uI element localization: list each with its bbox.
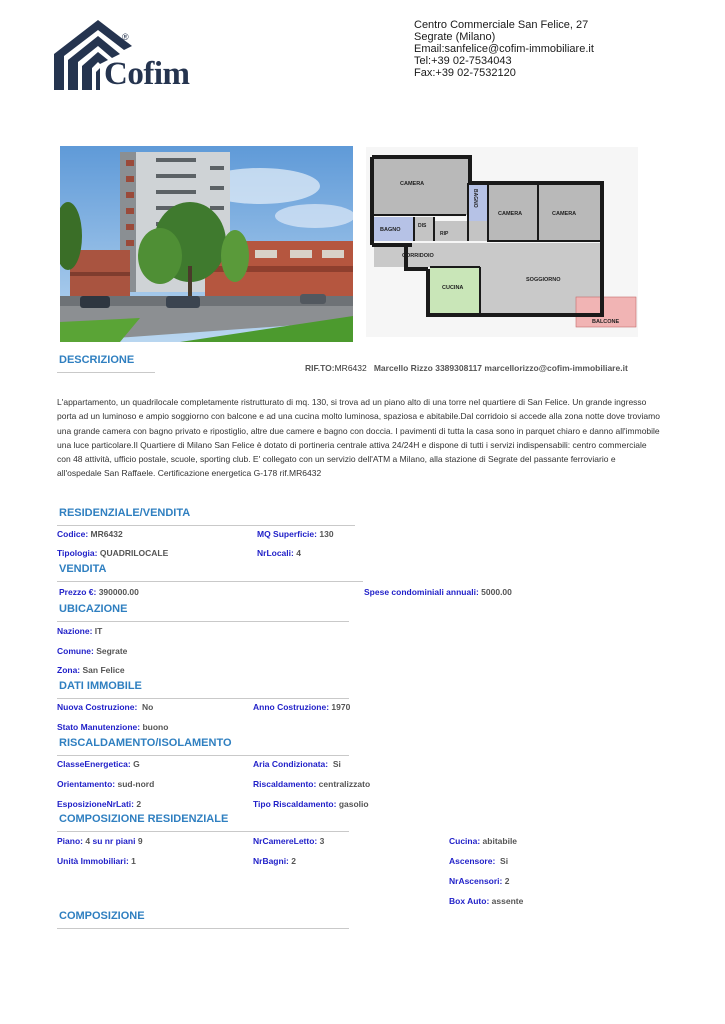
rule-vendita [57,581,363,582]
field-nazione: Nazione: IT [57,626,103,636]
field-nrlocali: NrLocali: 4 [257,548,301,558]
field-prezzo: Prezzo €: 390000.00 [59,587,139,597]
field-unita-immobiliari: Unità Immobiliari: 1 [57,856,136,866]
field-nuova-costruzione: Nuova Costruzione: No [57,702,154,712]
plan-room-soggiorno: SOGGIORNO [526,277,561,283]
agency-email[interactable]: Email:sanfelice@cofim-immobiliare.it [414,43,594,55]
plan-room-camera-1: CAMERA [400,181,425,187]
field-esposizione: EsposizioneNrLati: 2 [57,799,142,809]
section-vendita: VENDITA [59,563,107,575]
section-composizione-residenziale: COMPOSIZIONE RESIDENZIALE [59,813,229,825]
field-comune: Comune: Segrate [57,646,128,656]
field-riscaldamento: Riscaldamento: centralizzato [253,779,371,789]
rule-riscaldamento [57,755,349,756]
field-tipologia: Tipologia: QUADRILOCALE [57,548,169,558]
building-photo [60,146,353,342]
cofim-logo [54,20,194,94]
agency-address: Centro Commerciale San Felice, 27 [414,19,589,31]
agency-phone[interactable]: Tel:+39 02-7534043 [414,55,512,67]
section-dati-immobile: DATI IMMOBILE [59,680,142,692]
plan-room-camera-3: CAMERA [552,211,577,217]
plan-room-bagno-2: BAGNO [380,227,401,233]
plan-room-corridoio: CORRIDOIO [402,253,434,259]
plan-room-rip: RIP [440,231,449,237]
rule-composizione-res [57,831,349,832]
rule-composizione [57,928,349,929]
field-aria-condizionata: Aria Condizionata: Si [253,759,341,769]
registered-mark: ® [122,32,129,42]
plan-room-camera-2: CAMERA [498,211,523,217]
field-classe-energetica: ClasseEnergetica: G [57,759,140,769]
plan-room-cucina: CUCINA [442,285,464,291]
ref-label: RIF.TO: [305,363,335,373]
section-composizione: COMPOSIZIONE [59,910,145,922]
rule-residenziale [57,525,355,526]
agency-fax: Fax:+39 02-7532120 [414,67,516,79]
field-piano: Piano: 4 su nr piani 9 [57,836,143,846]
field-cucina: Cucina: abitabile [449,836,518,846]
field-anno-costruzione: Anno Costruzione: 1970 [253,702,351,712]
field-spese: Spese condominiali annuali: 5000.00 [364,587,512,597]
descrizione-title: DESCRIZIONE [59,354,135,366]
field-nr-bagni: NrBagni: 2 [253,856,296,866]
section-riscaldamento: RISCALDAMENTO/ISOLAMENTO [59,737,232,749]
field-box-auto: Box Auto: assente [449,896,524,906]
field-nr-camere-letto: NrCamereLetto: 3 [253,836,325,846]
descrizione-rule [57,372,155,373]
field-codice: Codice: MR6432 [57,529,123,539]
plan-room-dis: DIS [418,223,427,229]
agency-city: Segrate (Milano) [414,31,496,43]
ref-value: MR6432 [334,363,367,373]
field-stato-manutenzione: Stato Manutenzione: buono [57,722,169,732]
logo-wordmark: Cofim [104,56,190,92]
plan-room-bagno-1: BAGNO [472,189,478,208]
reference-line [305,363,628,373]
floor-plan [366,147,638,337]
rule-ubicazione [57,621,349,622]
section-ubicazione: UBICAZIONE [59,603,128,615]
field-nr-ascensori: NrAscensori: 2 [449,876,510,886]
plan-room-balcone: BALCONE [592,319,620,325]
section-residenziale: RESIDENZIALE/VENDITA [59,507,191,519]
field-mq: MQ Superficie: 130 [257,529,334,539]
field-tipo-riscaldamento: Tipo Riscaldamento: gasolio [253,799,369,809]
agency-contact [414,19,594,79]
rule-dati [57,698,349,699]
description-text: L'appartamento, un quadrilocale completamente ristrutturato di mq. 130, si trova ad un piano alto di una torre nel quartiere di San Felice. Un grande ingresso porta ad un luminoso e ampio soggiorno con balcone e ad una cucina molto luminosa, spaziosa e abitabile.Dal corridoio si accede alla zona notte dove troviamo una grande camera con bagno privato e ripostiglio, altre due camere e bagno con doccia. I pavimenti di tutta la casa sono in parquet chiaro e danno all'immobile una luce particolare.Il Quartiere di Milano San Felice è dotato di portineria centrale attiva 24/24H e dispone di tutti i servizi indispensabili: centro commerciale con 48 attività, ufficio postale, scuole, sporting club. E' collegato con un servizio dell'ATM a Milano, alla stazione di Segrate del passante ferroviario e all'ospedale San Raffaele. Certificazione energetica G-178 rif.MR6432 [57,397,660,479]
agent-contact: Marcello Rizzo 3389308117 marcellorizzo@cofim-immobiliare.it [373,363,628,373]
field-zona: Zona: San Felice [57,665,125,675]
field-orientamento: Orientamento: sud-nord [57,779,155,789]
field-ascensore: Ascensore: Si [449,856,509,866]
